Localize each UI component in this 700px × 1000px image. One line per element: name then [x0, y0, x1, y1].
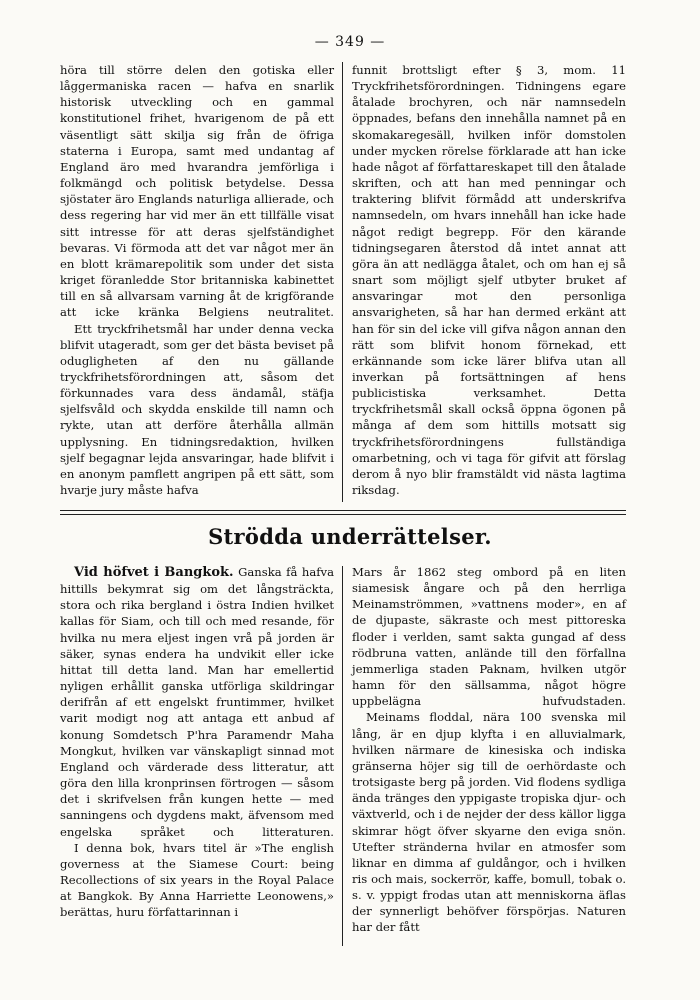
page-number: — 349 —: [314, 34, 386, 50]
bottom-right-column: [352, 564, 626, 936]
paragraph-top-left-2: Ett tryckfrihetsmål har under denna vecka blifvit utageradt, som ger det bästa beviset på odugligheten af den nu gällande tryckfrihetsförordningen att, såsom det förkunnades vara dess ändamål, stäfja sjelfsvåld och skydda enskilde till namn och rykte, utan att derföre återhålla allmän upplysning. En tidningsredaktion, hvilken sjelf begagnar lejda ansvaringar, hade blifvit i en anonym pamflett angripen på ett sätt, som hvarje jury måste hafva: [60, 321, 334, 498]
paragraph-bangkok-2: I denna bok, hvars titel är »The english governess at the Siamese Court: being Recollections of six years in the Royal Palace at Bangkok. By Anna Harriette Leonowens,» berättas, huru författarinnan i: [60, 840, 334, 920]
paragraph-bottom-right-2: Meinams floddal, nära 100 svenska mil lång, är en djup klyfta i en alluvialmark, hvilken närmare de kinesiska och indiska gränserna höjer sig till de oerhördaste och trotsigaste berg på jorden. Vid flodens sydliga ända tränges den yppigaste tropiska djur- och växtverld, och i de nejder der dess källor ligga skimrar högt öfver skyarne den eviga snön. Utefter stränderna hvilar en atmosfer som liknar en dimma af guldångor, och i hvilken ris och mais, sockerrör, kaffe, bomull, tobak o. s. v. yppigt frodas utan att menniskorna äflas der synnerligt behöfver förspörjas. Naturen har der fått: [352, 710, 626, 935]
paragraph-top-left-1: höra till större delen den gotiska eller låggermaniska racen — hafva en snarlik historisk utveckling och en gammal konstitutionel frihet, hvarigenom de på ett väsentligt sätt skilja sig från de öfriga staterna i Europa, samt med undantag af England äro med hvarandra jemförliga i folkmängd och politisk betydelse. Dessa sjöstater äro Englands naturliga allierade, och dess regering har vid mer än ett tillfälle visat sitt intresse för att deras sjelfständighet bevaras. Vi förmoda att det var något mer än en blott krämarepolitik som under det sista kriget föranledde Stor britanniska kabinettet till en så allvarsam varning åt de krigförande att icke kränka Belgiens neutralitet.: [60, 63, 334, 320]
article-lead-heading: Vid höfvet i Bangkok.: [74, 565, 234, 580]
top-right-column: [352, 62, 626, 498]
section-rule-lower: [60, 514, 626, 515]
paragraph-top-right-1: funnit brottsligt efter § 3, mom. 11 Tryckfrihetsförordningen. Tidningens egare åtalade brochyren, och när namnsedeln öppnades, befans den innehålla namnet på en skomakaregesäll, hvilken inför domstolen under mycken rörelse förklarade att han icke hade något af författareskapet till den åtalade skriften, och att han med penningar och traktering blifvit förmådd att underskrifva namnsedeln, om hvars innehåll han icke hade något redigt begrepp. För den kärande tidningsegaren återstod då intet annat att göra än att nedlägga åtalet, och om han ej så snart som möjligt sjelf utbyter bruket af ansvaringar mot den personliga ansvarigheten, så har han dermed erkänt att han för sin del icke vill gifva någon annan den rätt som blifvit honom förnekad, ett erkännande som icke lärer blifva utan all inverkan på fortsättningen af hens publicistiska verksamhet. Detta tryckfrihetsmål skall också öppna ögonen på många af dem som hittills motsatt sig tryckfrihetsförordningens fullständiga omarbetning, och vi taga för gifvit att förslag derom å nyo blir framstäldt vid nästa lagtima riksdag.: [352, 63, 626, 498]
paragraph-bangkok-1-text: Ganska få hafva hittills bekymrat sig om det långsträckta, stora och rika bergland i östra Indien hvilket kallas för Siam, och till och med resande, för hvilka nu mera eljest ingen vrå på jorden är säker, synas endera ha undvikit eller icke hittat till detta land. Man har emellertid nyligen erhållit ganska utförliga skildringar derifrån af ett engelskt fruntimmer, hvilket varit modigt nog att antaga ett anbud af konung Somdetsch P'hra Paramendr Maha Mongkut, hvilken var vänskapligt sinnad mot England och värderade dess litteratur, att göra den lilla kronprinsen förtrogen — såsom det i skrifvelsen från kungen hette — med sanningens och dygdens makt, äfvensom med engelska språket och litteraturen.: [60, 565, 334, 839]
column-divider-bottom: [342, 566, 343, 946]
bottom-left-column: [60, 564, 334, 920]
column-divider-top: [342, 62, 343, 502]
paragraph-bangkok-1: [60, 564, 334, 840]
top-left-column: [60, 62, 334, 498]
section-rule-upper: [60, 510, 626, 511]
paragraph-bottom-right-1: Mars år 1862 steg ombord på en liten siamesisk ångare och på den herrliga Meinamströmmen, »vattnens moder», en af de djupaste, säkraste och mest pittoreska floder i verlden, samt sakta gungad af dess rödbruna vatten, anlände till den förfallna jemmerliga staden Paknam, hvilken utgör hamn för den sällsamma, något högre uppbelägna hufvudstaden.: [352, 565, 626, 709]
section-title: Strödda underrättelser.: [208, 524, 492, 549]
